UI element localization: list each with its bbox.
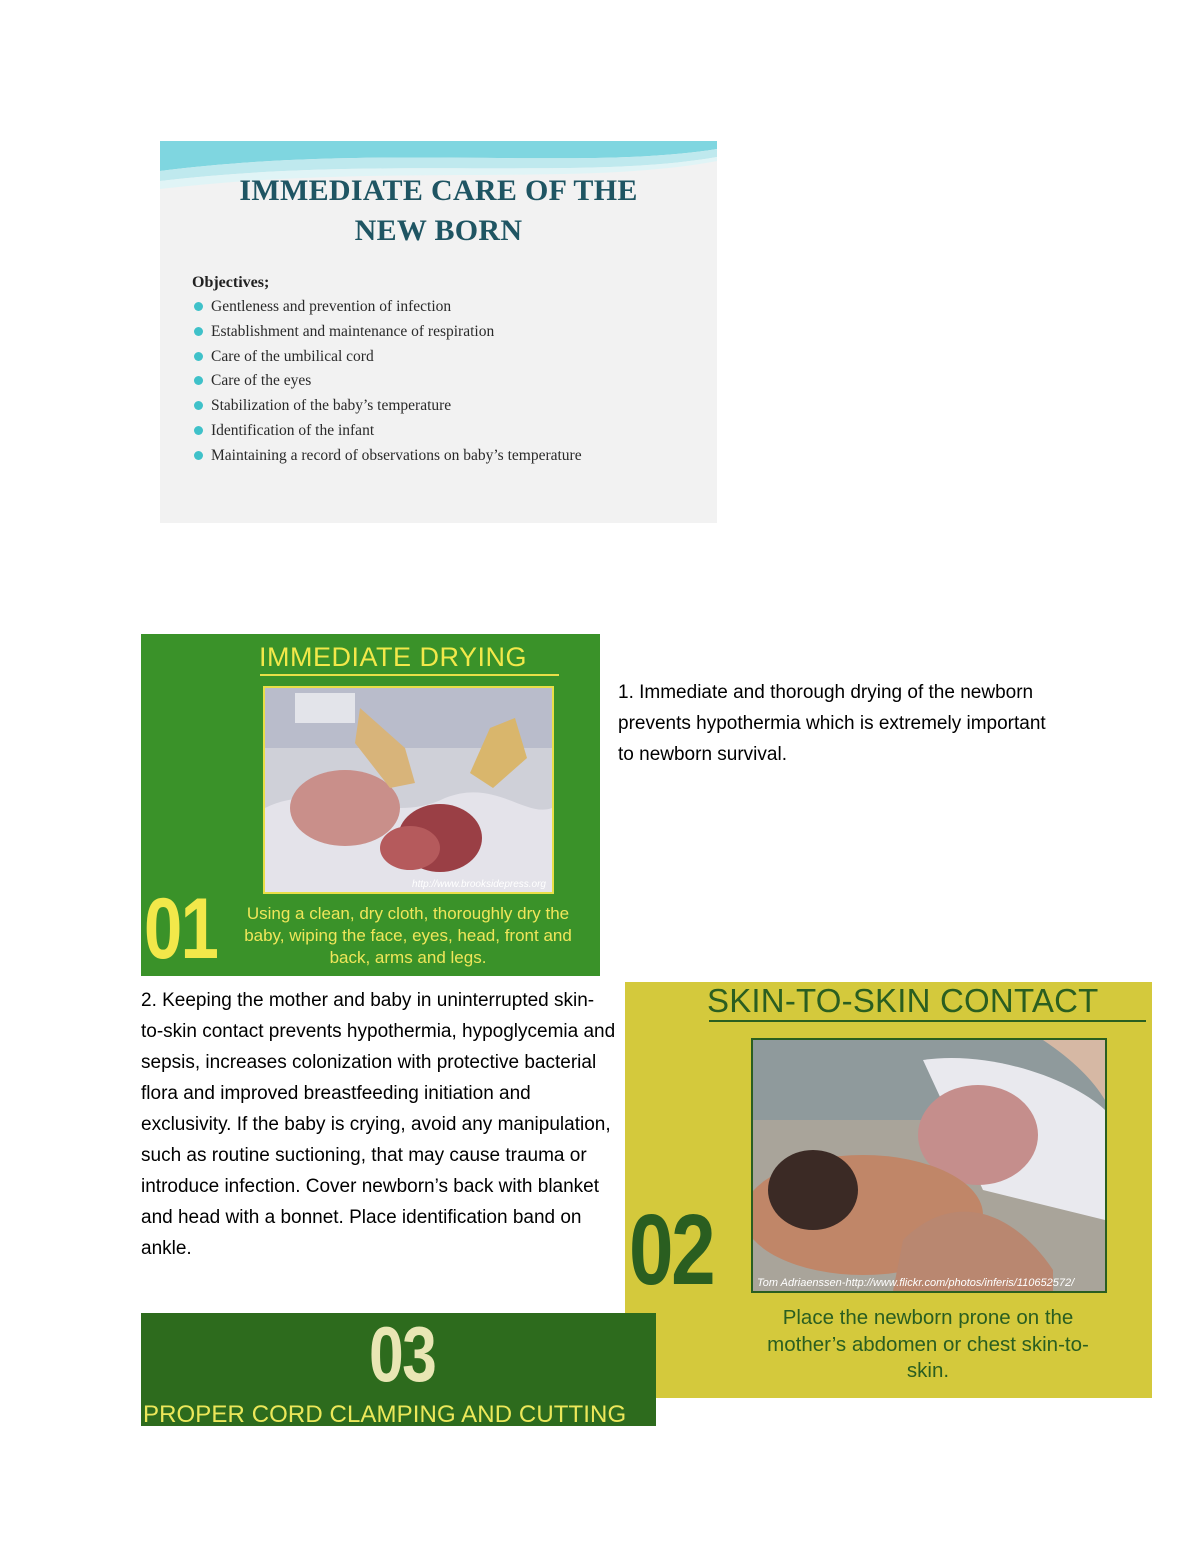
heading-underline (709, 1020, 1146, 1022)
slide-title-line1: IMMEDIATE CARE OF THE (239, 174, 638, 207)
step-number: 02 (629, 1194, 714, 1306)
objectives-heading: Objectives; (192, 274, 270, 291)
drying-photo (263, 686, 554, 894)
slide-caption: Using a clean, dry cloth, thoroughly dry the baby, wiping the face, eyes, head, front and back, arms and legs. (244, 904, 572, 967)
bullet-icon (194, 327, 203, 336)
slide-cord-clamping (141, 1313, 656, 1426)
objectives-list (192, 297, 702, 471)
slide-heading: IMMEDIATE DRYING (259, 642, 528, 672)
slide-heading: PROPER CORD CLAMPING AND CUTTING (143, 1401, 627, 1426)
bullet-icon (194, 426, 203, 435)
bullet-icon (194, 302, 203, 311)
list-item: Gentleness and prevention of infection (192, 297, 702, 317)
paragraph-skin-to-skin: 2. Keeping the mother and baby in uninterrupted skin-to-skin contact prevents hypothermia, hypoglycemia and sepsis, increases colonization with protective bacterial flora and improved breastfeeding initiation and exclusivity. If the baby is crying, avoid any manipulation, such as routine suctioning, that may cause trauma or introduce infection. Cover newborn’s back with blanket and head with a bonnet. Place identification band on ankle. (141, 990, 616, 1259)
slide-title-line2: NEW BORN (354, 214, 523, 247)
slide-heading: SKIN-TO-SKIN CONTACT (707, 982, 1099, 1019)
slide-immediate-drying (141, 634, 600, 976)
heading-underline (260, 674, 559, 676)
paragraph-drying: 1. Immediate and thorough drying of the newborn prevents hypothermia which is extremely important to newborn survival. (618, 682, 1046, 765)
list-item: Care of the umbilical cord (192, 347, 702, 367)
skin-contact-photo (751, 1038, 1107, 1293)
list-item: Stabilization of the baby’s temperature (192, 396, 702, 416)
list-item: Establishment and maintenance of respiration (192, 322, 702, 342)
list-item: Maintaining a record of observations on baby’s temperature (192, 446, 702, 466)
slide-caption: Place the newborn prone on the mother’s abdomen or chest skin-to-skin. (767, 1306, 1089, 1382)
bullet-icon (194, 401, 203, 410)
slide-skin-to-skin (625, 982, 1152, 1398)
drying-photo-illustration (265, 688, 552, 892)
slide-immediate-care (160, 141, 717, 523)
bullet-icon (194, 451, 203, 460)
bullet-icon (194, 376, 203, 385)
photo-credit: http://www.brooksidepress.org (412, 879, 546, 890)
step-number: 03 (369, 1313, 436, 1398)
skin-contact-photo-illustration (753, 1040, 1105, 1291)
bullet-icon (194, 352, 203, 361)
list-item: Care of the eyes (192, 371, 702, 391)
list-item: Identification of the infant (192, 421, 702, 441)
photo-credit: Tom Adriaenssen-http://www.flickr.com/photos/inferis/110652572/ (757, 1277, 1075, 1289)
step-number: 01 (144, 881, 218, 976)
